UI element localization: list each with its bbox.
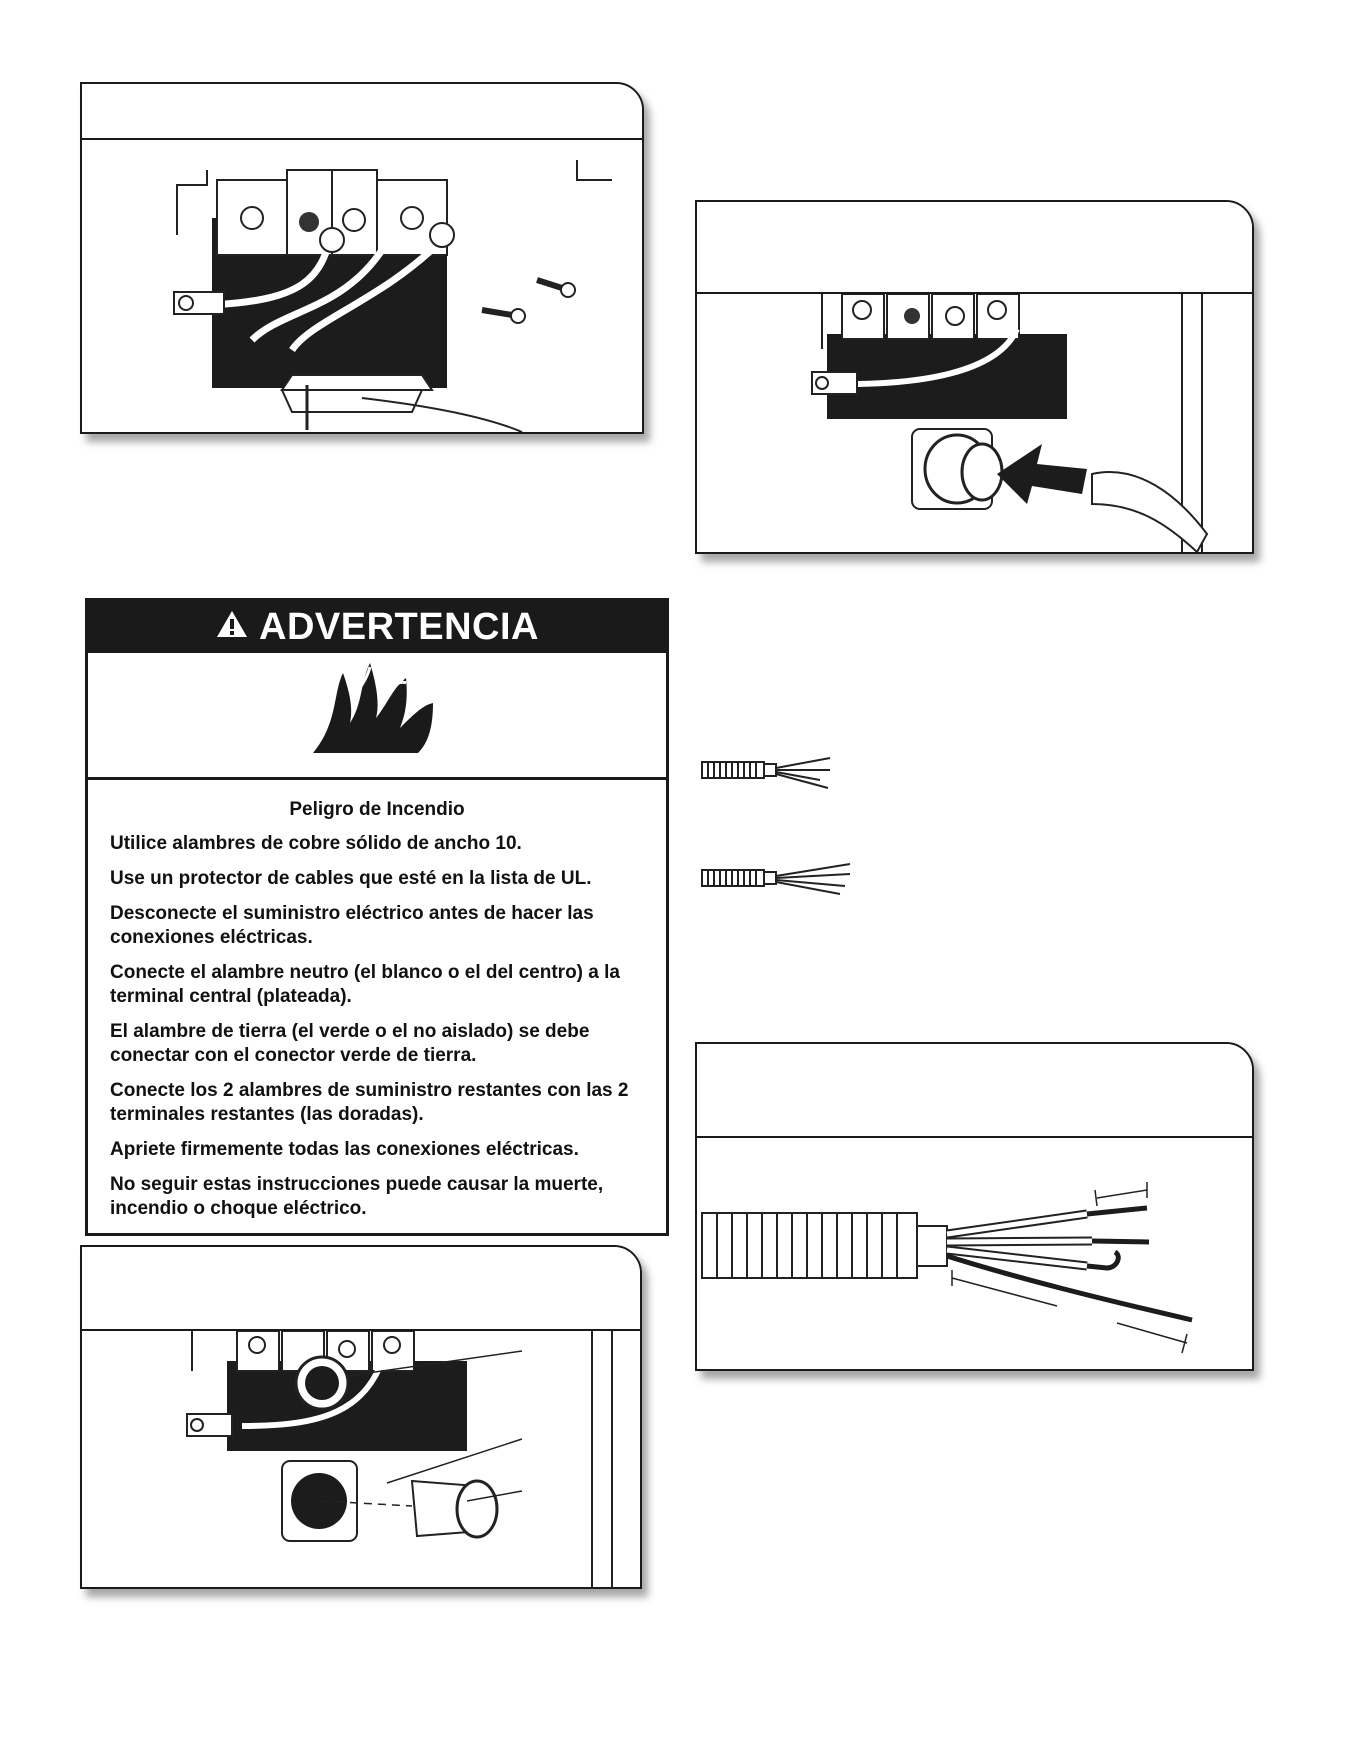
figure-header (82, 84, 642, 140)
stripped-cable-figure (695, 1042, 1254, 1371)
figure-header (82, 1247, 640, 1331)
fire-pictogram (88, 653, 666, 780)
warning-line: Utilice alambres de cobre sólido de ancho 10. (110, 833, 522, 854)
strain-relief-illustration (82, 1331, 640, 1587)
hazard-title: Peligro de Incendio (289, 799, 465, 820)
warning-line: Apriete firmemente todas las conexiones eléctricas. (110, 1139, 579, 1160)
conduit-insertion-illustration (697, 294, 1252, 552)
conduit-insertion-figure (695, 200, 1254, 554)
warning-banner (88, 601, 666, 653)
fire-icon (88, 653, 666, 777)
warning-line: Conecte el alambre neutro (el blanco o el del centro) a la terminal central (plateada). (110, 962, 620, 1007)
warning-line: No seguir estas instrucciones puede causar la muerte, incendio o choque eléctrico. (110, 1174, 604, 1219)
three-wire-cable-icon (700, 750, 840, 790)
warning-line: Conecte los 2 alambres de suministro restantes con las 2 terminales restantes (las doradas). (110, 1080, 629, 1125)
figure-header (697, 202, 1252, 294)
terminal-block-illustration (82, 140, 642, 432)
warning-banner-label: ADVERTENCIA (259, 605, 539, 648)
strain-relief-figure (80, 1245, 642, 1589)
warning-triangle-icon (215, 606, 249, 649)
terminal-block-figure (80, 82, 644, 434)
warning-line: Use un protector de cables que esté en la lista de UL. (110, 868, 592, 889)
warning-line: Desconecte el suministro eléctrico antes de hacer las conexiones eléctricas. (110, 903, 594, 948)
figure-header (697, 1044, 1252, 1138)
four-wire-cable-icon (700, 858, 860, 898)
warning-box (85, 598, 669, 1236)
warning-line: El alambre de tierra (el verde o el no aislado) se debe conectar con el conector verde de tierra. (110, 1021, 590, 1066)
stripped-cable-illustration (697, 1138, 1252, 1369)
